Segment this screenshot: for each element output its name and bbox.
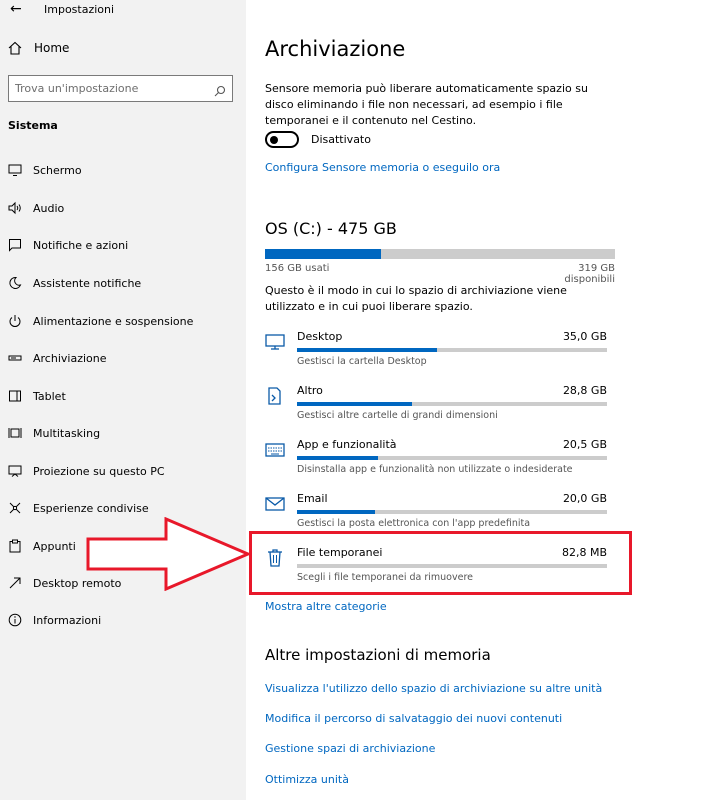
sidebar-item-tablet[interactable]: [0, 381, 246, 411]
category-name: Desktop: [297, 330, 343, 343]
sidebar-item-label: Archiviazione: [33, 351, 107, 365]
home-button[interactable]: [8, 41, 69, 55]
category-usage-bar: [297, 402, 607, 406]
category-description: Gestisci la posta elettronica con l'app predefinita: [297, 518, 531, 529]
category-usage-bar: [297, 510, 607, 514]
category-usage-fill: [297, 510, 375, 514]
sidebar-item-label: Informazioni: [33, 613, 102, 627]
category-description: Gestisci altre cartelle di grandi dimensioni: [297, 410, 498, 421]
shared-experiences-icon: [8, 501, 22, 515]
storage-icon: [8, 351, 22, 365]
sidebar-item-label: Proiezione su questo PC: [33, 464, 165, 478]
optimize-drives-link[interactable]: Ottimizza unità: [265, 773, 349, 786]
search-box[interactable]: [8, 75, 233, 102]
projection-icon: [8, 464, 22, 478]
search-input[interactable]: [9, 76, 204, 101]
moon-icon: [8, 276, 22, 290]
sidebar-item-notifiche[interactable]: [0, 230, 246, 260]
back-arrow-icon[interactable]: ←: [10, 1, 22, 17]
sidebar-item-alimentazione[interactable]: [0, 306, 246, 336]
remote-desktop-icon: [8, 576, 22, 590]
email-icon: [265, 494, 285, 514]
annotation-arrow: [86, 517, 250, 591]
sidebar-item-archiviazione[interactable]: [0, 343, 246, 373]
category-description: Gestisci la cartella Desktop: [297, 356, 427, 367]
category-size: 20,5 GB: [562, 438, 607, 451]
storage-sense-toggle[interactable]: [265, 131, 299, 148]
sidebar-item-label: Audio: [33, 201, 65, 215]
category-usage-fill: [297, 456, 378, 460]
category-app-funzionalita[interactable]: [265, 438, 610, 488]
sidebar-item-label: Multitasking: [33, 426, 101, 440]
category-description: Disinstalla app e funzionalità non utilizzate o indesiderate: [297, 464, 573, 475]
window-title: Impostazioni: [44, 3, 115, 16]
sidebar-item-label: Notifiche e azioni: [33, 238, 129, 252]
category-usage-fill: [297, 402, 412, 406]
change-save-location-link[interactable]: Modifica il percorso di salvataggio dei nuovi contenuti: [265, 712, 563, 725]
power-icon: [8, 314, 22, 328]
sidebar: [0, 0, 246, 800]
storage-sense-description: Sensore memoria può liberare automaticamente spazio su disco eliminando i file non necessari, ad esempio i file temporanei e il contenuto nel Cestino.: [265, 82, 588, 127]
toggle-state-label: Disattivato: [311, 133, 371, 146]
sidebar-item-assistente-notifiche[interactable]: [0, 268, 246, 298]
section-label: Sistema: [8, 119, 58, 132]
sidebar-item-label: Appunti: [33, 539, 76, 553]
storage-sense-toggle-row: [265, 131, 371, 148]
category-altro[interactable]: [265, 384, 610, 434]
tablet-icon: [8, 389, 22, 403]
drive-usage-bar: [265, 249, 615, 259]
usage-description: Questo è il modo in cui lo spazio di archiviazione viene utilizzato e in cui puoi liberare spazio.: [265, 284, 567, 313]
page-title: Archiviazione: [265, 37, 406, 61]
sidebar-item-label: Desktop remoto: [33, 576, 122, 590]
main-content: [246, 0, 706, 800]
info-icon: [8, 613, 22, 627]
category-size: 20,0 GB: [562, 492, 607, 505]
home-label: Home: [34, 41, 70, 55]
home-icon: [8, 41, 22, 55]
category-usage-bar: [297, 456, 607, 460]
clipboard-icon: [8, 539, 22, 553]
category-name: App e funzionalità: [297, 438, 397, 451]
category-size: 82,8 MB: [561, 546, 607, 559]
notification-icon: [8, 238, 22, 252]
speaker-icon: [8, 201, 22, 215]
sidebar-item-label: Esperienze condivise: [33, 501, 149, 515]
category-name: Email: [297, 492, 328, 505]
drive-free-label: 319 GB disponibili: [564, 263, 615, 285]
drive-title: OS (C:) - 475 GB: [265, 219, 397, 238]
storage-spaces-link[interactable]: Gestione spazi di archiviazione: [265, 742, 436, 755]
other-folders-icon: [265, 386, 285, 406]
category-name: File temporanei: [297, 546, 383, 559]
drive-used-label: 156 GB usati: [265, 263, 330, 274]
category-usage-fill: [297, 348, 437, 352]
drive-usage-fill: [265, 249, 381, 259]
category-name: Altro: [297, 384, 323, 397]
sidebar-item-label: Alimentazione e sospensione: [33, 314, 194, 328]
sidebar-item-proiezione[interactable]: [0, 456, 246, 486]
category-size: 28,8 GB: [562, 384, 607, 397]
annotation-highlight-box: [249, 531, 632, 595]
show-more-categories-link[interactable]: Mostra altre categorie: [265, 600, 387, 613]
sidebar-item-multitasking[interactable]: [0, 418, 246, 448]
search-icon[interactable]: [214, 82, 226, 94]
category-description: Scegli i file temporanei da rimuovere: [297, 572, 474, 583]
sidebar-item-audio[interactable]: [0, 193, 246, 223]
multitasking-icon: [8, 426, 22, 440]
sidebar-item-label: Tablet: [33, 389, 66, 403]
other-settings-title: Altre impostazioni di memoria: [265, 646, 491, 664]
category-size: 35,0 GB: [562, 330, 607, 343]
sidebar-item-informazioni[interactable]: [0, 605, 246, 635]
category-desktop[interactable]: [265, 330, 610, 380]
apps-icon: [265, 440, 285, 460]
monitor-icon: [8, 163, 22, 177]
category-usage-bar: [297, 348, 607, 352]
desktop-icon: [265, 332, 285, 352]
sidebar-item-label: Assistente notifiche: [33, 276, 142, 290]
configure-storage-sense-link[interactable]: Configura Sensore memoria o eseguilo ora: [265, 161, 501, 174]
sidebar-item-label: Schermo: [33, 163, 82, 177]
sidebar-item-schermo[interactable]: [0, 155, 246, 185]
view-other-drives-link[interactable]: Visualizza l'utilizzo dello spazio di archiviazione su altre unità: [265, 682, 603, 695]
